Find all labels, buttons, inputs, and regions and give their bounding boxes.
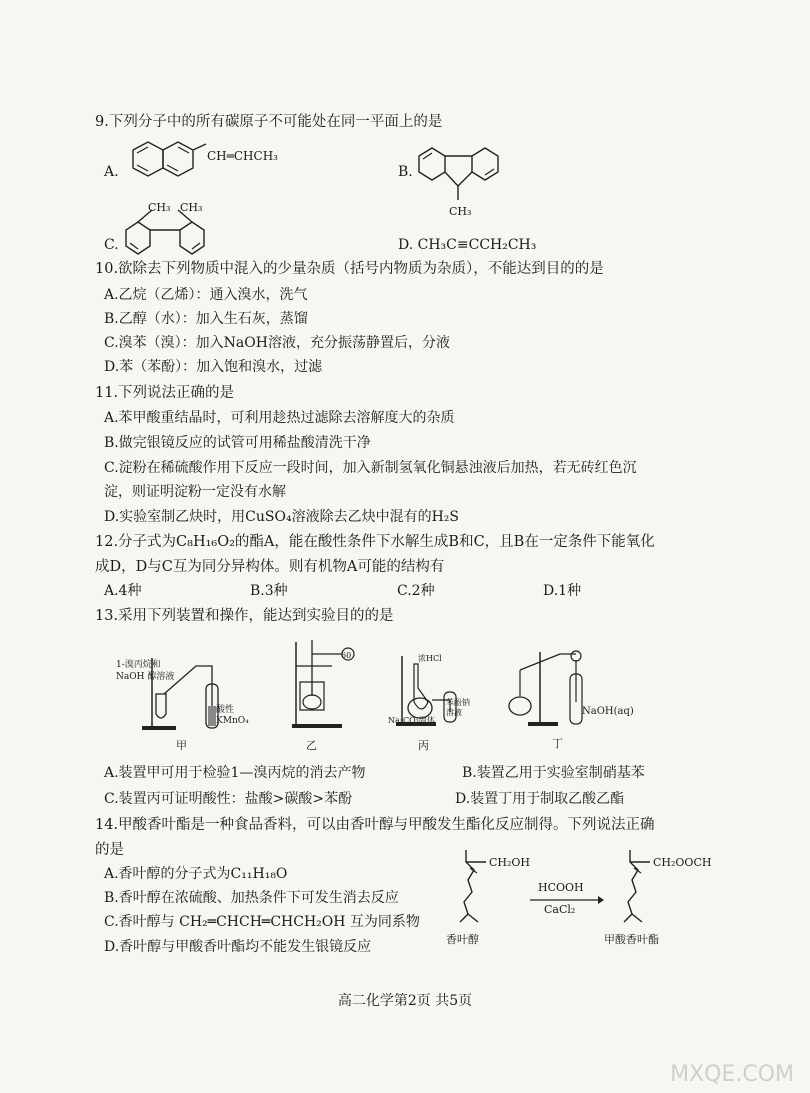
q9-option-b-substituent: CH₃ <box>449 205 472 218</box>
q9-option-b-label: B. <box>398 164 413 180</box>
jia-label-1: 1-溴丙烷和 <box>116 660 161 670</box>
jia-label-3: 酸性 <box>216 705 235 715</box>
bing-label-2: Na₂CO₃固体 <box>388 716 435 725</box>
bing-label-3: 苯酚钠 <box>446 698 470 707</box>
caption-bing: 丙 <box>418 739 429 752</box>
q11-option-d: D.实验室制乙炔时，用CuSO₄溶液除去乙炔中混有的H₂S <box>104 509 459 525</box>
caption-ding: 丁 <box>552 737 563 750</box>
jia-label-2: NaOH 醇溶液 <box>116 672 175 682</box>
q12-option-d: D.1种 <box>543 583 582 599</box>
q11-option-c-line2: 淀，则证明淀粉一定没有水解 <box>104 484 286 500</box>
bing-label-1: 浓HCl <box>418 654 442 663</box>
q14-option-c: C.香叶醇与 CH₂═CHCH═CHCH₂OH 互为同系物 <box>104 914 420 930</box>
q14-stem-line1: 14.甲酸香叶酯是一种食品香料，可以由香叶醇与甲酸发生酯化反应制得。下列说法正确 <box>95 817 655 833</box>
q14-stem-line2: 的是 <box>95 842 124 858</box>
q12-option-a: A.4种 <box>104 583 142 599</box>
q14-option-a: A.香叶醇的分子式为C₁₁H₁₈O <box>104 866 288 882</box>
q13-option-c: C.装置丙可证明酸性：盐酸>碳酸>苯酚 <box>104 791 353 807</box>
q10-stem: 10.欲除去下列物质中混入的少量杂质（括号内物质为杂质），不能达到目的的是 <box>95 261 604 277</box>
q12-stem-line2: 成D，D与C互为同分异构体。则有机物A可能的结构有 <box>95 559 445 575</box>
q11-option-a: A.苯甲酸重结晶时，可利用趁热过滤除去溶解度大的杂质 <box>104 410 455 426</box>
q9-option-a-substituent: CH═CHCH₃ <box>207 149 278 163</box>
q10-option-d: D.苯（苯酚）：加入饱和溴水，过滤 <box>104 359 323 375</box>
site-watermark: MXQE.COM <box>670 1062 794 1087</box>
q10-option-a: A.乙烷（乙烯）：通入溴水，洗气 <box>104 287 308 303</box>
geraniol-name: 香叶醇 <box>446 933 479 946</box>
q9-option-c-structure <box>118 196 228 258</box>
yi-label: 60 <box>341 651 352 660</box>
q14-option-d: D.香叶醇与甲酸香叶酯均不能发生银镜反应 <box>104 939 372 955</box>
reagent-bottom: CaCl₂ <box>544 903 576 916</box>
q9-option-c-methyl-2: CH₃ <box>180 201 203 214</box>
geranyl-formate-name: 甲酸香叶酯 <box>604 933 659 946</box>
q9-option-d: D. CH₃C≡CCH₂CH₃ <box>398 237 537 253</box>
bing-label-4: 溶液 <box>446 708 462 717</box>
q11-stem: 11.下列说法正确的是 <box>95 385 235 401</box>
q12-option-b: B.3种 <box>250 583 288 599</box>
caption-yi: 乙 <box>306 739 317 752</box>
page-footer: 高二化学第2页 共5页 <box>337 993 473 1009</box>
q12-stem-line1: 12.分子式为C₈H₁₆O₂的酯A，能在酸性条件下水解生成B和C，且B在一定条件下能氧化 <box>95 534 655 550</box>
ding-label: NaOH(aq) <box>582 706 634 717</box>
caption-jia: 甲 <box>176 739 187 752</box>
geraniol-group: CH₂OH <box>489 856 531 869</box>
q13-stem: 13.采用下列装置和操作，能达到实验目的的是 <box>95 608 394 624</box>
q13-option-b: B.装置乙用于实验室制硝基苯 <box>462 765 645 781</box>
q9-option-c-methyl-1: CH₃ <box>148 201 171 214</box>
reagent-top: HCOOH <box>538 881 584 894</box>
jia-label-4: KMnO₄ <box>216 716 249 726</box>
q13-option-a: A.装置甲可用于检验1—溴丙烷的消去产物 <box>104 765 366 781</box>
q11-option-c-line1: C.淀粉在稀硫酸作用下反应一段时间，加入新制氢氧化铜悬浊液后加热，若无砖红色沉 <box>104 460 637 476</box>
geranyl-formate-group: CH₂OOCH <box>653 856 712 869</box>
q10-option-b: B.乙醇（水）：加入生石灰，蒸馏 <box>104 311 308 327</box>
q9-stem: 9.下列分子中的所有碳原子不可能处在同一平面上的是 <box>95 114 443 130</box>
q13-option-d: D.装置丁用于制取乙酸乙酯 <box>455 791 625 807</box>
q12-option-c: C.2种 <box>397 583 435 599</box>
q11-option-b: B.做完银镜反应的试管可用稀盐酸清洗干净 <box>104 435 371 451</box>
q9-option-a-label: A. <box>104 164 119 180</box>
q14-option-b: B.香叶醇在浓硫酸、加热条件下可发生消去反应 <box>104 890 399 906</box>
q9-option-c-label: C. <box>104 237 119 253</box>
q10-option-c: C.溴苯（溴）：加入NaOH溶液，充分振荡静置后，分液 <box>104 335 450 351</box>
q9-option-b-structure <box>414 138 524 208</box>
